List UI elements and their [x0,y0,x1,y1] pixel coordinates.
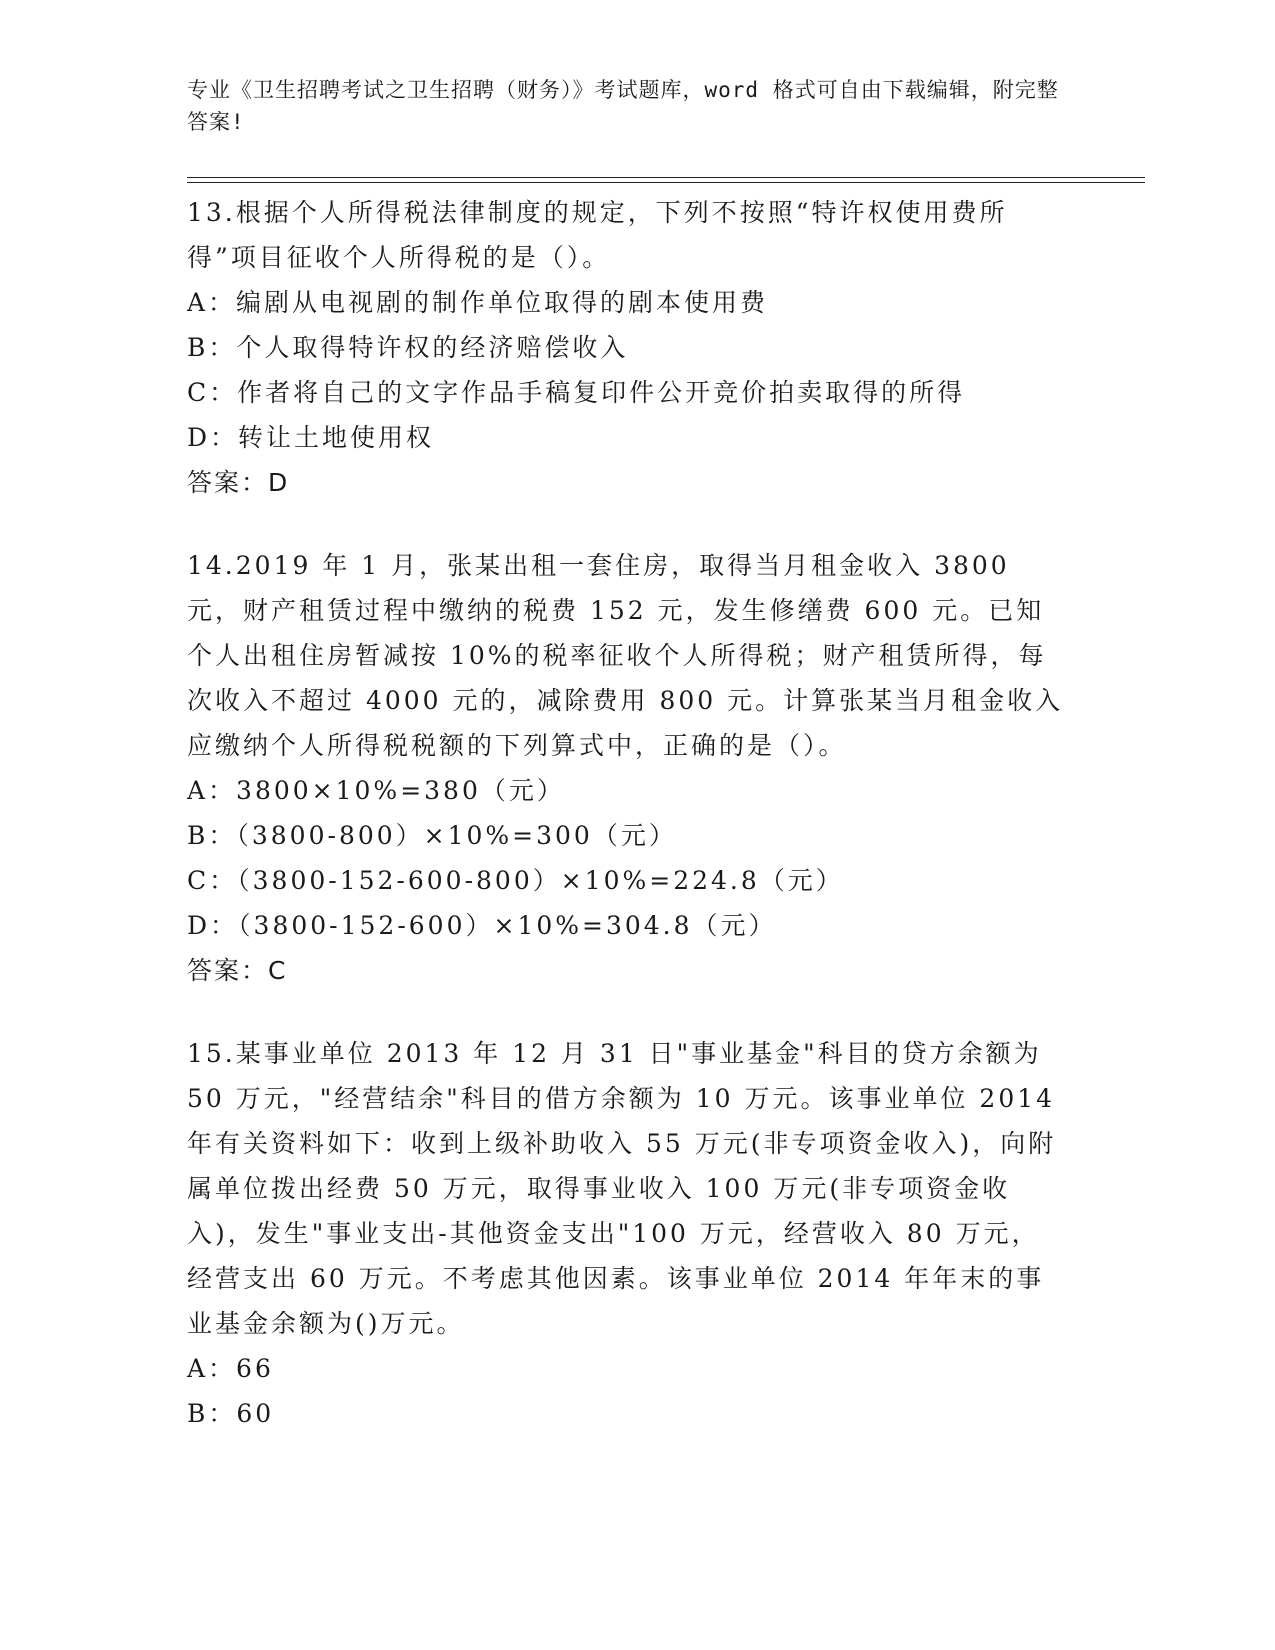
question-15 [187,1031,1067,1436]
option-a: A：3800×10%=380（元） [187,776,565,805]
question-13 [187,190,1067,505]
question-stem: 15.某事业单位 2013 年 12 月 31 日"事业基金"科目的贷方余额为 50 万元，"经营结余"科目的借方余额为 10 万元。该事业单位 2014 年有关资料如下：收到上级补助收入 55 万元(非专项资金收入)，向附属单位拨出经费 50 万元，取得事业收入 100 万元(非专项资金收入)，发生"事业支出-其他资金支出"100 万元，经营收入 80 万元，经营支出 60 万元。不考虑其他因素。该事业单位 2014 年年末的事业基金余额为()万元。 [187,1039,1057,1338]
answer: 答案：D [187,468,290,497]
header-rule-bottom [187,182,1145,183]
option-d: D：（3800-152-600）×10%=304.8（元） [187,911,777,940]
option-b: B：（3800-800）×10%=300（元） [187,821,677,850]
answer: 答案：C [187,956,288,985]
question-list [187,190,1067,1474]
question-stem: 14.2019 年 1 月，张某出租一套住房，取得当月租金收入 3800 元，财产租赁过程中缴纳的税费 152 元，发生修缮费 600 元。已知个人出租住房暂减按 10%的税率征收个人所得税；财产租赁所得，每次收入不超过 4000 元的，减除费用 800 元。计算张某当月租金收入应缴纳个人所得税税额的下列算式中，正确的是（）。 [187,551,1064,760]
header-rule-top [187,177,1145,178]
question-14 [187,543,1067,993]
option-c: C：作者将自己的文字作品手稿复印件公开竞价拍卖取得的所得 [187,378,966,407]
option-b: B：60 [187,1399,275,1428]
option-a: A：66 [187,1354,274,1383]
question-stem: 13.根据个人所得税法律制度的规定，下列不按照“特许权使用费所得”项目征收个人所得税的是（）。 [187,198,1008,272]
page-header: 专业《卫生招聘考试之卫生招聘（财务）》考试题库，word 格式可自由下载编辑，附完整答案! [187,78,1059,134]
option-b: B：个人取得特许权的经济赔偿收入 [187,333,629,362]
option-a: A：编剧从电视剧的制作单位取得的剧本使用费 [187,288,769,317]
option-c: C：（3800-152-600-800）×10%=224.8（元） [187,866,844,895]
option-d: D：转让土地使用权 [187,423,435,452]
